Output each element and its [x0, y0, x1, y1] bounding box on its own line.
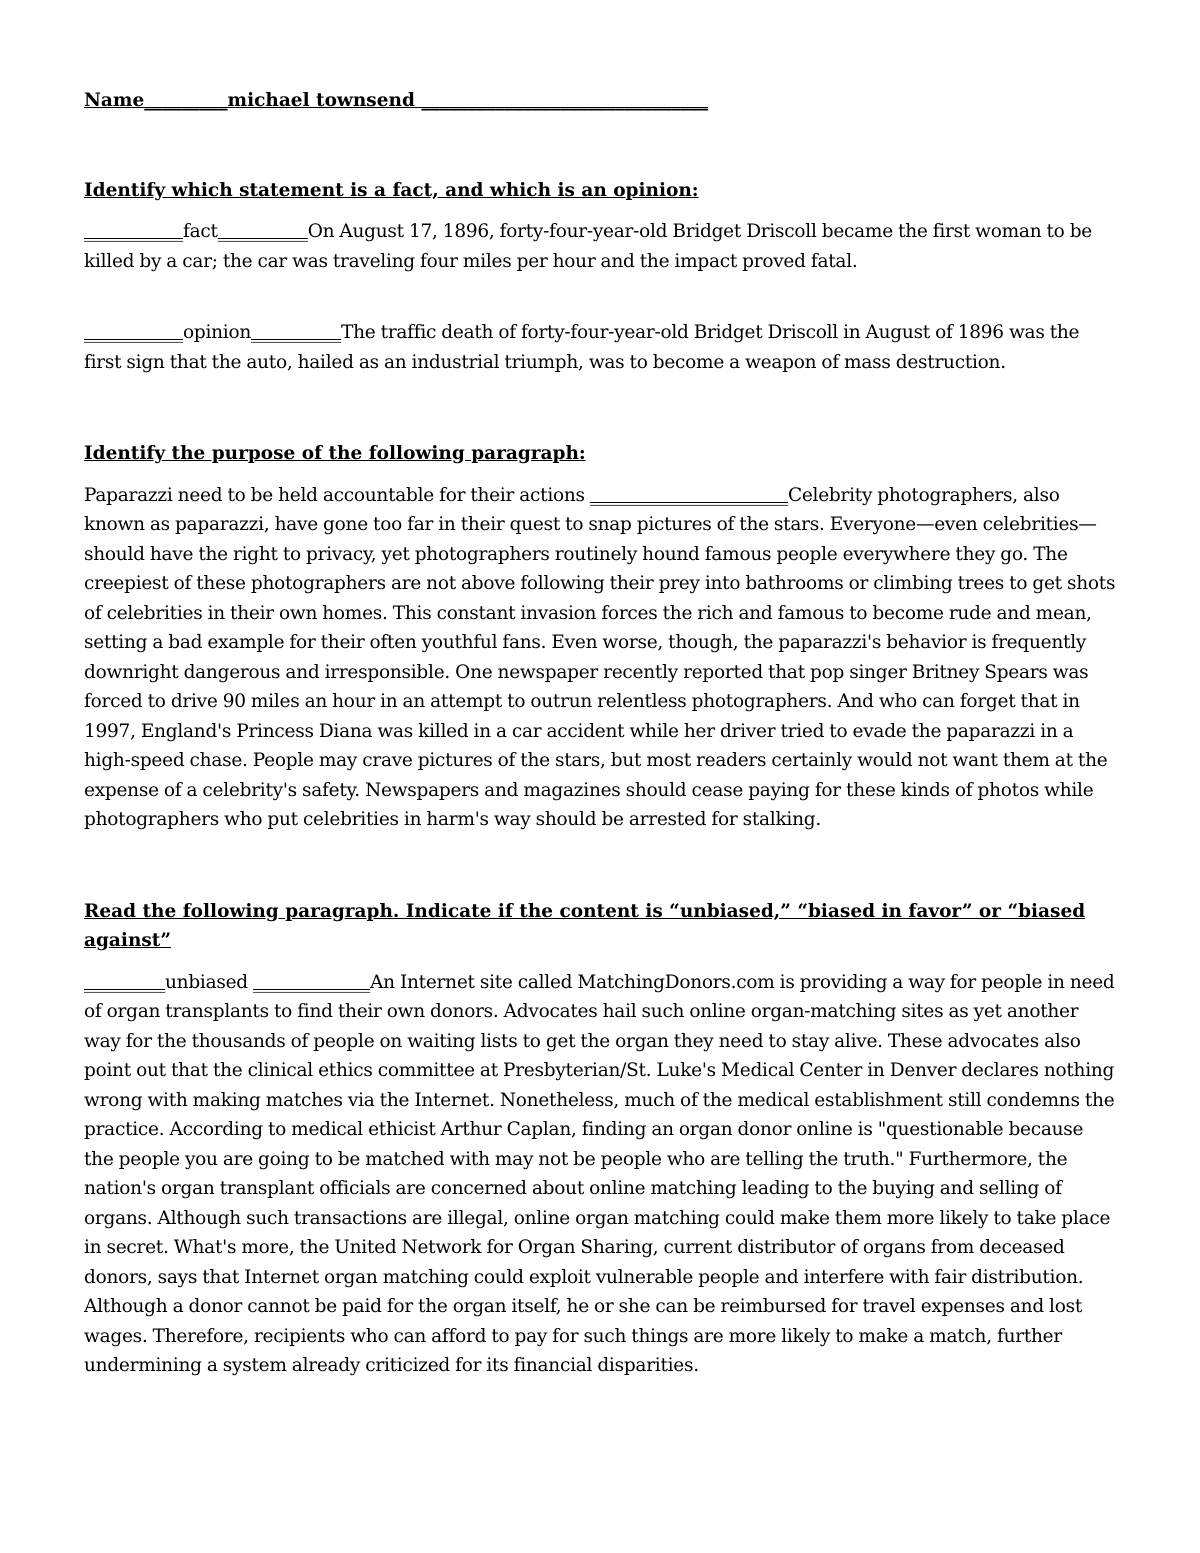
purpose-paragraph	[84, 481, 1116, 835]
bias-blank-before: _________	[84, 971, 165, 993]
name-pad-after: _______________________________	[414, 90, 709, 111]
statement-text: On August 17, 1896, forty-four-year-old Bridget Driscoll became the first woman to be killed by a car; the car was traveling four miles per hour and the impact proved fatal.	[84, 221, 1092, 272]
section2-heading: Identify the purpose of the following paragraph:	[84, 443, 586, 464]
section1-heading: Identify which statement is a fact, and which is an opinion:	[84, 179, 699, 201]
fact-opinion-item-2	[84, 318, 1116, 377]
answer-opinion: opinion	[183, 322, 252, 343]
paparazzi-paragraph-text: Celebrity photographers, also known as paparazzi, have gone too far in their quest to snap pictures of the stars. Everyone—even celebrities—should have the right to privacy, yet photographers routinely hound famous people everywhere they go. The creepiest of these photographers are not above following their prey into bathrooms or climbing trees to get shots of celebrities in their own homes. This constant invasion forces the rich and famous to become rude and mean, setting a bad example for their often youthful fans. Even worse, though, the paparazzi's behavior is frequently downright dangerous and irresponsible. One newspaper recently reported that pop singer Britney Spears was forced to drive 90 miles an hour in an attempt to outrun relentless photographers. And who can forget that in 1997, England's Princess Diana was killed in a car accident while her driver tried to evade the paparazzi in a high-speed chase. People may crave pictures of the stars, but most readers certainly would not want them at the expense of a celebrity's safety. Newspapers and magazines should cease paying for these kinds of photos while photographers who put celebrities in harm's way should be arrested for stalking.	[84, 484, 1116, 830]
answer-fact: fact	[183, 221, 218, 242]
answer-blank-after: __________	[217, 221, 308, 242]
purpose-answer: Paparazzi need to be held accountable for their actions	[84, 484, 590, 506]
answer-blank-before: ___________	[84, 221, 183, 242]
worksheet-page	[84, 86, 1116, 1381]
purpose-blank: ______________________	[589, 484, 788, 506]
name-line	[84, 86, 1116, 116]
answer-blank-before: ___________	[84, 322, 183, 343]
name-pad-before: _________	[144, 90, 228, 111]
student-name: michael townsend	[227, 90, 415, 111]
bias-answer: unbiased	[165, 971, 254, 993]
name-label: Name	[84, 90, 145, 111]
section3-heading: Read the following paragraph. Indicate if the content is “unbiased,” “biased in favor” or “biased against”	[84, 900, 1086, 951]
organ-donor-paragraph-text: An Internet site called MatchingDonors.com is providing a way for people in need of organ transplants to find their own donors. Advocates hail such online organ-matching sites as yet another way for the thousands of people on waiting lists to get the organ they need to stay alive. These advocates also point out that the clinical ethics committee at Presbyterian/St. Luke's Medical Center in Denver declares nothing wrong with making matches via the Internet. Nonetheless, much of the medical establishment still condemns the practice. According to medical ethicist Arthur Caplan, finding an organ donor online is "questionable because the people you are going to be matched with may not be people who are telling the truth." Furthermore, the nation's organ transplant officials are concerned about online matching leading to the buying and selling of organs. Although such transactions are illegal, online organ matching could make them more likely to take place in secret. What's more, the United Network for Organ Sharing, current distributor of organs from deceased donors, says that Internet organ matching could exploit vulnerable people and interfere with fair distribution. Although a donor cannot be paid for the organ itself, he or she can be reimbursed for travel expenses and lost wages. Therefore, recipients who can afford to pay for such things are more likely to make a match, further undermining a system already criticized for its financial disparities.	[84, 971, 1115, 1376]
bias-blank-after: _____________	[253, 971, 371, 993]
bias-paragraph	[84, 968, 1116, 1381]
fact-opinion-item-1	[84, 217, 1116, 276]
answer-blank-after: __________	[251, 322, 342, 343]
statement-text: The traffic death of forty-four-year-old Bridget Driscoll in August of 1896 was the first sign that the auto, hailed as an industrial triumph, was to become a weapon of mass destruction.	[84, 322, 1080, 373]
